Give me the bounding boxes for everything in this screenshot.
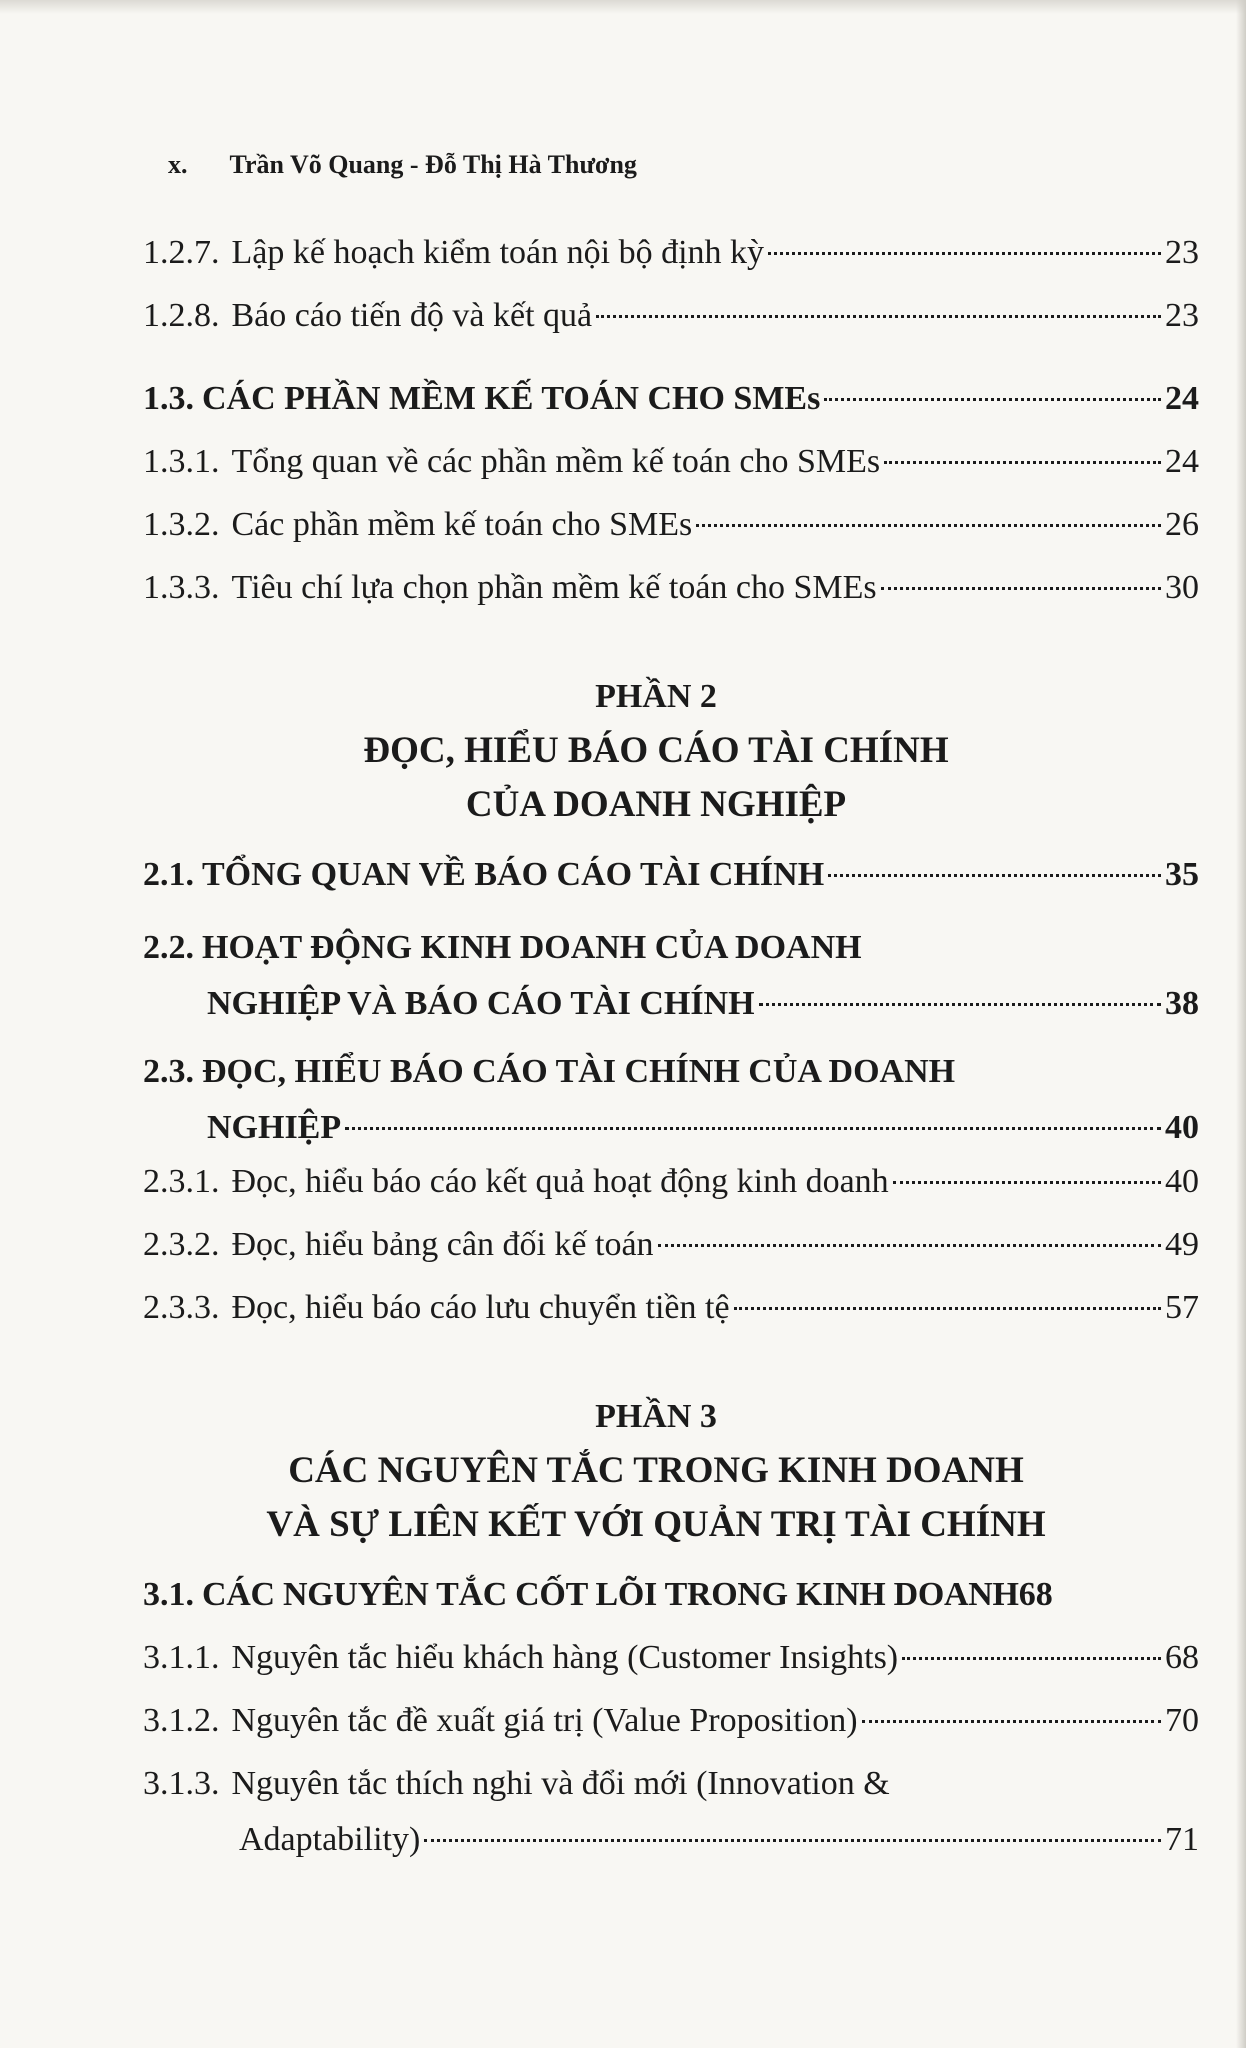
table-of-contents bbox=[143, 230, 1199, 1885]
toc-entry-3-1-2[interactable] bbox=[143, 1698, 1199, 1761]
entry-title: Báo cáo tiến độ và kết quả bbox=[231, 297, 593, 334]
dot-leader bbox=[902, 1657, 1161, 1660]
entry-number: 3.1.1. bbox=[143, 1639, 220, 1676]
entry-number: 1.3.2. bbox=[143, 506, 220, 543]
part-2-heading bbox=[113, 670, 1199, 832]
section-title-line-1: ĐỌC, HIỂU BÁO CÁO TÀI CHÍNH CỦA DOANH bbox=[202, 1053, 956, 1090]
section-number: 2.3. bbox=[143, 1053, 194, 1090]
section-title: TỔNG QUAN VỀ BÁO CÁO TÀI CHÍNH bbox=[202, 856, 825, 893]
dot-leader bbox=[424, 1839, 1161, 1842]
dot-leader bbox=[658, 1244, 1161, 1247]
part-label: PHẦN 2 bbox=[595, 678, 717, 715]
entry-page: 23 bbox=[1165, 234, 1199, 271]
toc-entry-1-3-1[interactable] bbox=[143, 439, 1199, 502]
section-page: 35 bbox=[1165, 856, 1199, 893]
part-3-heading bbox=[113, 1390, 1199, 1552]
toc-entry-3-1-3[interactable] bbox=[143, 1761, 1199, 1863]
toc-entry-2-3-2[interactable] bbox=[143, 1222, 1199, 1285]
part-title-line-1: CÁC NGUYÊN TẮC TRONG KINH DOANH bbox=[288, 1450, 1024, 1491]
dot-leader bbox=[881, 587, 1161, 590]
section-title-line-2: NGHIỆP bbox=[207, 1109, 342, 1146]
section-page: 38 bbox=[1165, 985, 1199, 1022]
dot-leader bbox=[828, 874, 1161, 877]
entry-number: 3.1.3. bbox=[143, 1765, 220, 1802]
dot-leader bbox=[759, 1003, 1161, 1006]
section-number: 1.3. bbox=[143, 380, 194, 417]
toc-entry-1-2-8[interactable] bbox=[143, 293, 1199, 356]
entry-page: 30 bbox=[1165, 569, 1199, 606]
entry-title: Tổng quan về các phần mềm kế toán cho SMEs bbox=[231, 443, 881, 480]
toc-section-2-1[interactable] bbox=[143, 852, 1199, 915]
entry-page: 26 bbox=[1165, 506, 1199, 543]
entry-number: 2.3.2. bbox=[143, 1226, 220, 1263]
section-title-line-1: HOẠT ĐỘNG KINH DOANH CỦA DOANH bbox=[202, 929, 862, 966]
entry-title: Nguyên tắc hiểu khách hàng (Customer Insights) bbox=[231, 1639, 899, 1676]
part-title-line-2: CỦA DOANH NGHIỆP bbox=[465, 784, 847, 825]
entry-page: 40 bbox=[1165, 1163, 1199, 1200]
entry-number: 1.3.3. bbox=[143, 569, 220, 606]
dot-leader bbox=[862, 1720, 1161, 1723]
entry-title: Các phần mềm kế toán cho SMEs bbox=[231, 506, 693, 543]
part-label: PHẦN 3 bbox=[595, 1398, 717, 1435]
section-title: CÁC NGUYÊN TẮC CỐT LÕI TRONG KINH DOANH bbox=[202, 1576, 1019, 1613]
entry-page: 71 bbox=[1165, 1821, 1199, 1858]
toc-section-2-3[interactable] bbox=[143, 1049, 1199, 1151]
dot-leader bbox=[884, 461, 1161, 464]
toc-section-3-1[interactable] bbox=[143, 1572, 1199, 1635]
entry-page: 57 bbox=[1165, 1289, 1199, 1326]
section-page: 24 bbox=[1165, 380, 1199, 417]
running-header bbox=[168, 150, 637, 180]
section-page: 40 bbox=[1165, 1109, 1199, 1146]
part-title-line-1: ĐỌC, HIỂU BÁO CÁO TÀI CHÍNH bbox=[363, 730, 949, 771]
toc-entry-1-2-7[interactable] bbox=[143, 230, 1199, 293]
entry-title: Đọc, hiểu báo cáo lưu chuyển tiền tệ bbox=[231, 1289, 730, 1326]
dot-leader bbox=[768, 252, 1161, 255]
dot-leader bbox=[824, 398, 1161, 401]
entry-title: Nguyên tắc đề xuất giá trị (Value Proposition) bbox=[231, 1702, 858, 1739]
section-number: 3.1. bbox=[143, 1576, 194, 1613]
dot-leader bbox=[596, 315, 1161, 318]
toc-entry-2-3-1[interactable] bbox=[143, 1159, 1199, 1222]
toc-entry-1-3-3[interactable] bbox=[143, 565, 1199, 628]
entry-number: 1.2.8. bbox=[143, 297, 220, 334]
header-authors: Trần Võ Quang - Đỗ Thị Hà Thương bbox=[229, 150, 637, 179]
toc-entry-1-3-2[interactable] bbox=[143, 502, 1199, 565]
entry-page: 68 bbox=[1165, 1639, 1199, 1676]
entry-page: 70 bbox=[1165, 1702, 1199, 1739]
entry-title: Đọc, hiểu bảng cân đối kế toán bbox=[231, 1226, 654, 1263]
toc-entry-2-3-3[interactable] bbox=[143, 1285, 1199, 1348]
dot-leader bbox=[345, 1127, 1161, 1130]
page-edge-top bbox=[0, 0, 1246, 14]
toc-entry-3-1-1[interactable] bbox=[143, 1635, 1199, 1698]
section-number: 2.2. bbox=[143, 929, 194, 966]
section-title-line-2: NGHIỆP VÀ BÁO CÁO TÀI CHÍNH bbox=[207, 985, 755, 1022]
entry-page: 23 bbox=[1165, 297, 1199, 334]
entry-page: 49 bbox=[1165, 1226, 1199, 1263]
page-edge-right bbox=[1236, 0, 1246, 2048]
entry-number: 1.3.1. bbox=[143, 443, 220, 480]
entry-number: 1.2.7. bbox=[143, 234, 220, 271]
entry-title: Tiêu chí lựa chọn phần mềm kế toán cho SMEs bbox=[231, 569, 877, 606]
entry-title: Lập kế hoạch kiểm toán nội bộ định kỳ bbox=[231, 234, 765, 271]
header-page-number: x. bbox=[168, 150, 188, 179]
toc-section-1-3[interactable] bbox=[143, 376, 1199, 439]
entry-title-line-2: Adaptability) bbox=[239, 1821, 421, 1858]
entry-number: 3.1.2. bbox=[143, 1702, 220, 1739]
section-number: 2.1. bbox=[143, 856, 194, 893]
dot-leader bbox=[734, 1307, 1161, 1310]
dot-leader bbox=[893, 1181, 1161, 1184]
entry-number: 2.3.1. bbox=[143, 1163, 220, 1200]
part-title-line-2: VÀ SỰ LIÊN KẾT VỚI QUẢN TRỊ TÀI CHÍNH bbox=[266, 1504, 1046, 1545]
section-page: 68 bbox=[1018, 1576, 1053, 1613]
entry-number: 2.3.3. bbox=[143, 1289, 220, 1326]
section-title: CÁC PHẦN MỀM KẾ TOÁN CHO SMEs bbox=[202, 380, 821, 417]
entry-title-line-1: Nguyên tắc thích nghi và đổi mới (Innovation & bbox=[231, 1765, 890, 1802]
entry-page: 24 bbox=[1165, 443, 1199, 480]
dot-leader bbox=[696, 524, 1161, 527]
entry-title: Đọc, hiểu báo cáo kết quả hoạt động kinh doanh bbox=[231, 1163, 889, 1200]
toc-section-2-2[interactable] bbox=[143, 925, 1199, 1027]
